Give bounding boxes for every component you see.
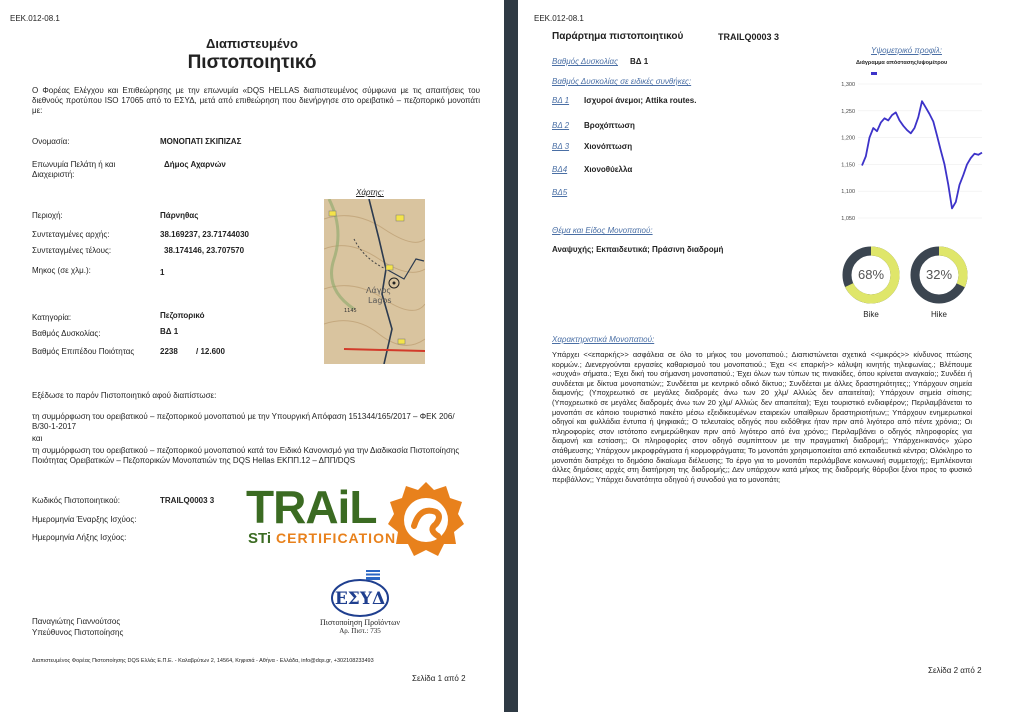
hike-label: Hike	[930, 310, 947, 319]
profile-label: Υψομετρικό προφίλ:	[871, 46, 942, 55]
bike-percent: 68%	[857, 267, 885, 282]
doc-code: ΕΕΚ.012-08.1	[10, 14, 60, 23]
chart-ytick-label: 1,250	[841, 108, 855, 115]
map-text-elevation: 1145	[344, 308, 357, 314]
map-label: Χάρτης:	[356, 188, 384, 197]
difficulty-value: ΒΔ 1	[160, 327, 179, 336]
features-text: Υπάρχει <<επαρκής>> ασφάλεια σε όλο το μήκος του μονοπατιού.; Διαπιστώνεται σχετικά <<μικρός>> κίνδυνος πτώσης κορμών.; Διενεργούνται εργασίες καθαρισμού του μονοπατιού.; Έχει << επαρκή>> κάλυψη κινητής τηλεφωνίας.; Βλέπουμε «συχνά» σήματα.; Έχει δική του σήμανση μονοπατιού.; Έχει όλων των τύπων τις πινακίδες, όπου κρίνεται αναγκαίο;; Συνδέει ή συνδέεται με δίκτυα μονοπατιών;; Συνδέεται με κεντρικό οδικό δίκτυο;; Συνδέεται με άλλες δραστηριότητες;; Υπάρχουν σημεία διαμονής; (Υποχρεωτικό σε μεγάλες διαδρομές άνω των 20 χλμ/ Αλλιώς δεν απαιτείται); Υπάρχουν σημεία σίτισης; (Υποχρεωτικό σε μεγάλες διαδρομές άνω των 20 χλμ/ Αλλιώς δεν απαιτείται); Έχει τουριστικό ενδιαφέρον;; Περιλαμβάνεται το μονοπάτι σε κάποιο τουριστικό πακέτο μέσω εξειδικευμένων εταιρειών υπαίθριων δραστηριοτήτων;; Υπάρχουν ενημερωτικοί οδηγοί και φυλλάδια έντυπα ή ψηφιακά;; Ο τελευταίος οδηγός που εκδόθηκε ήταν πριν από λιγότερο από πέντε χρόνια;; Οι πληροφορίες στον ιστότοπο ενημερώθηκαν πριν από λιγότερο από ένα χρόνο;; Περιλαμβάνει ο οδηγός πληροφορίες για διαμονή και εστίαση;; Οι πληροφορίες στον οδηγό συμπίπτουν με την πραγματική διαδρομή;; Υπάρχει«ικανός» χώρο στάθμευσης; Υπάρχουν μικροφράγματα ή κορμοφράγματα; Το μονοπάτι χρησιμοποιείται από εκπαιδευτικά κέντρα; Ολόκληρο το μονοπάτι διατρέχει το δημόσιο δικαίωμα διέλευσης; Το έργο για το μονοπάτι περιλάμβανε κοινωνική συμμετοχή;; Εμπλέκονται άλλες δημόσιες αρχές στη διατήρηση της διαδρομής;; Δεν υπάρχουν κατά μήκος της διαδρομής θόρυβοι ξένοι προς το φυσικό περιβάλλον;; Υπάρχει δυνατότητα οδηγού ή συνοδού για το μονοπάτι;	[552, 350, 972, 484]
quality-max: / 12.600	[196, 347, 225, 356]
chart-ytick-label: 1,300	[841, 82, 855, 88]
chart-ytick-label: 1,050	[841, 216, 855, 222]
condition-5-code: ΒΔ5	[552, 188, 568, 197]
page-divider	[504, 0, 518, 712]
length-value: 1	[160, 268, 165, 277]
end-date-label: Ημερομηνία Λήξης Ισχύος:	[32, 533, 127, 542]
bike-label: Bike	[863, 310, 879, 319]
condition-3-text: Χιονόπτωση	[584, 142, 633, 151]
logo-trail-text: TRAiL	[246, 481, 377, 533]
trail-certification-logo	[246, 480, 476, 560]
start-value: 38.169237, 23.71744030	[160, 230, 249, 239]
difficulty-value-2: ΒΔ 1	[630, 57, 649, 66]
category-value: Πεζοπορικό	[160, 311, 205, 320]
condition-2-text: Βροχόπτωση	[584, 121, 635, 130]
bike-donut	[840, 244, 902, 306]
condition-1-code: ΒΔ 1	[552, 96, 570, 105]
issue-text: Εξέδωσε το παρόν Πιστοποιητικό αφού διαπίστωσε:	[32, 391, 217, 400]
conformity-2: τη συμμόρφωση του ορειβατικού – πεζοπορικού μονοπατιού κατά τον Ειδικό Κανονισμό για την Διαδικασία Πιστοποίησης Ποιότητας Ορειβατικών – Πεζοπορικών Μονοπατιών της DQS Hellas ΕΚΠΠ.12 – ΔΠΠ/DQS	[32, 446, 460, 465]
condition-4-text: Χιονοθύελλα	[584, 165, 633, 174]
code-label: Κωδικός Πιστοποιητικού:	[32, 496, 120, 505]
logo-sti-text: STi	[248, 530, 272, 547]
features-label: Χαρακτηριστικά Μονοπατιού:	[552, 335, 655, 344]
chart-legend-swatch	[871, 72, 877, 75]
page-number-1: Σελίδα 1 από 2	[412, 674, 466, 683]
end-value: 38.174146, 23.707570	[164, 246, 245, 255]
map-text-lagos-latin: Lagos	[368, 296, 392, 305]
condition-3-code: ΒΔ 3	[552, 142, 570, 151]
badge-gear-icon	[386, 480, 466, 560]
condition-1-text: Ισχυροί άνεμοι; Attika routes.	[584, 96, 697, 105]
category-label: Κατηγορία:	[32, 313, 72, 322]
certificate-page-1	[0, 0, 504, 712]
esyd-logo-text: ΕΣΥΔ	[334, 589, 386, 609]
annex-title: Παράρτημα πιστοποιητικού	[552, 31, 684, 42]
signer-name: Παναγιώτης Γιαννούτσος	[32, 617, 121, 626]
doc-code-2: ΕΕΚ.012-08.1	[534, 14, 584, 23]
area-label: Περιοχή:	[32, 211, 63, 220]
elevation-chart	[828, 78, 988, 228]
condition-4-code: ΒΔ4	[552, 165, 568, 174]
theme-value: Αναψυχής; Εκπαιδευτικά; Πράσινη διαδρομή	[552, 245, 724, 254]
hike-percent: 32%	[925, 267, 953, 282]
title-line-2: Πιστοποιητικό	[187, 52, 317, 73]
chart-ytick-label: 1,200	[841, 135, 855, 142]
start-label: Συντεταγμένες αρχής:	[32, 230, 110, 239]
hike-donut	[908, 244, 970, 306]
chart-ytick-label: 1,150	[841, 162, 855, 169]
annex-code: TRAILQ0003 3	[718, 32, 780, 42]
intro-text: Ο Φορέας Ελέγχου και Επιθεώρησης με την επωνυμία «DQS HELLAS διαπιστευμένος σύμφωνα με τις απαιτήσεις του διεθνούς προτύπου ISO 17065 από το ΕΣΥΔ, μετά από επιθεώρηση που διενήργησε στο ορειβατικό – πεζοπορικό μονοπάτι με:	[32, 86, 480, 115]
condition-2-code: ΒΔ 2	[552, 121, 570, 130]
esyd-accreditation	[300, 566, 420, 636]
page-number-2: Σελίδα 2 από 2	[928, 666, 982, 675]
difficulty-label-2: Βαθμός Δυσκολίας	[552, 57, 618, 66]
elevation-series-line	[862, 101, 982, 208]
end-label: Συντεταγμένες τέλους:	[32, 246, 112, 255]
footer-text: Διαπιστευμένος Φορέας Πιστοποίησης DQS Ελλάς Ε.Π.Ε. - Καλαβρύτων 2, 14564, Κηφισιά - Αθήνα - Ελλάδα, info@dqs.gr, +302108233493	[32, 658, 374, 664]
conformity-1: τη συμμόρφωση του ορειβατικού – πεζοπορικού μονοπατιού με την Υπουργική Απόφαση 151344/165/2017 – ΦΕΚ 206/Β/30-1-2017	[32, 412, 455, 431]
quality-label: Βαθμός Επιπέδου Ποιότητας	[32, 347, 135, 356]
start-date-label: Ημερομηνία Έναρξης Ισχύος:	[32, 515, 137, 524]
chart-ytick-label: 1,100	[841, 189, 855, 196]
conformity-and: και	[32, 434, 43, 443]
esyd-caption-2: Αρ. Πιστ.: 735	[339, 627, 381, 635]
chart-title: Διάγραμμα απόστασης/υψομέτρου	[856, 60, 948, 66]
special-conditions-label: Βαθμός Δυσκολίας σε ειδικές συνθήκες:	[552, 77, 692, 86]
client-label: Επωνυμία Πελάτη ή και Διαχειριστή:	[32, 160, 116, 179]
difficulty-label: Βαθμός Δυσκολίας:	[32, 329, 101, 338]
name-label: Ονομασία:	[32, 137, 70, 146]
esyd-caption-1: Πιστοποίηση Προϊόντων	[320, 618, 400, 627]
logo-cert-text: CERTIFICATION	[276, 530, 397, 546]
client-value: Δήμος Αχαρνών	[164, 160, 226, 169]
map-text-lagos: Λάγος	[366, 286, 392, 295]
area-value: Πάρνηθας	[160, 211, 199, 220]
esyd-logo-icon	[328, 566, 392, 618]
theme-label: Θέμα και Είδος Μονοπατιού:	[552, 226, 653, 235]
certificate-page-2	[518, 0, 1024, 712]
code-value: TRAILQ0003 3	[160, 496, 215, 505]
title-line-1: Διαπιστευμένο	[206, 36, 298, 51]
quality-score: 2238	[160, 347, 178, 356]
trail-map	[324, 199, 425, 364]
signer-role: Υπεύθυνος Πιστοποίησης	[32, 628, 124, 637]
length-label: Μηκος (σε χλμ.):	[32, 266, 91, 275]
name-value: ΜΟΝΟΠΑΤΙ ΣΚΙΠΙΖΑΣ	[160, 137, 242, 146]
